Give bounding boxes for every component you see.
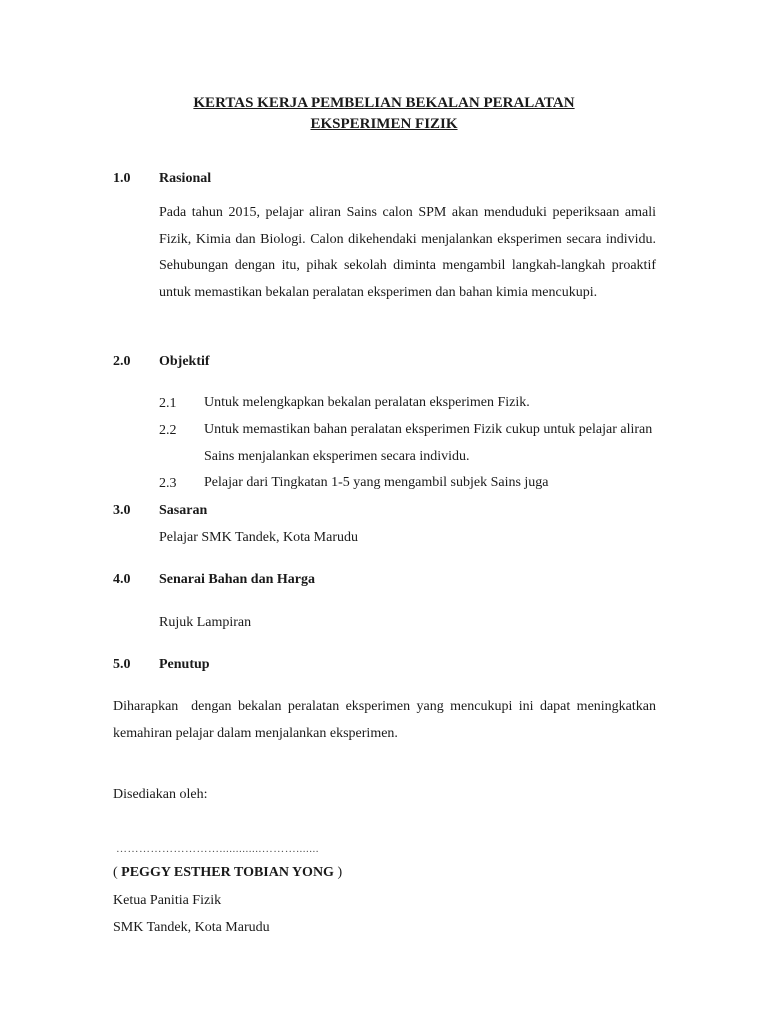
signatory-name-text: PEGGY ESTHER TOBIAN YONG	[121, 865, 334, 880]
signatory-position: Ketua Panitia Fizik	[113, 893, 222, 908]
penutup-paragraph: Diharapkan dengan bekalan peralatan eksperimen yang mencukupi ini dapat meningkatkan kemahiran pelajar dalam menjalankan eksperimen.	[113, 699, 660, 741]
signatory-school: SMK Tandek, Kota Marudu	[113, 920, 270, 935]
signatory-name	[113, 865, 342, 881]
signature-line: ……………………….............……….......	[116, 843, 319, 855]
objective-text-2-1: Untuk melengkapkan bekalan peralatan eksperimen Fizik.	[204, 395, 530, 410]
section-heading-objektif: Objektif	[159, 354, 210, 369]
open-paren: (	[113, 865, 122, 880]
section-number-5: 5.0	[113, 657, 131, 672]
section-heading-penutup: Penutup	[159, 657, 210, 672]
document-title-line1: KERTAS KERJA PEMBELIAN BEKALAN PERALATAN	[193, 95, 575, 111]
section-number-4: 4.0	[113, 572, 131, 587]
objective-text-2-2: Untuk memastikan bahan peralatan eksperimen Fizik cukup untuk pelajar aliran Sains menjalankan eksperimen secara individu.	[204, 422, 653, 464]
section-heading-sasaran: Sasaran	[159, 503, 208, 518]
section-number-2: 2.0	[113, 354, 131, 369]
objective-number-2-3: 2.3	[159, 476, 177, 491]
objective-number-2-1: 2.1	[159, 396, 177, 411]
close-paren: )	[333, 865, 343, 880]
rasional-paragraph: Pada tahun 2015, pelajar aliran Sains calon SPM akan menduduki peperiksaan amali Fizik, Kimia dan Biologi. Calon dikehendaki menjalankan eksperimen secara individu. Sehubungan dengan itu, pihak sekolah diminta mengambil langkah-langkah proaktif untuk memastikan bekalan peralatan eksperimen dan bahan kimia mencukupi.	[159, 205, 656, 300]
objective-number-2-2: 2.2	[159, 423, 177, 438]
objective-text-2-3: Pelajar dari Tingkatan 1-5 yang mengambil subjek Sains juga	[204, 475, 549, 490]
prepared-by-label: Disediakan oleh:	[113, 787, 208, 802]
section-number-1: 1.0	[113, 171, 131, 186]
document-title-line2: EKSPERIMEN FIZIK	[310, 116, 458, 132]
section-heading-senarai: Senarai Bahan dan Harga	[159, 572, 315, 587]
section-number-3: 3.0	[113, 503, 131, 518]
sasaran-text: Pelajar SMK Tandek, Kota Marudu	[159, 530, 359, 545]
senarai-text: Rujuk Lampiran	[159, 615, 252, 630]
section-heading-rasional: Rasional	[159, 171, 212, 186]
